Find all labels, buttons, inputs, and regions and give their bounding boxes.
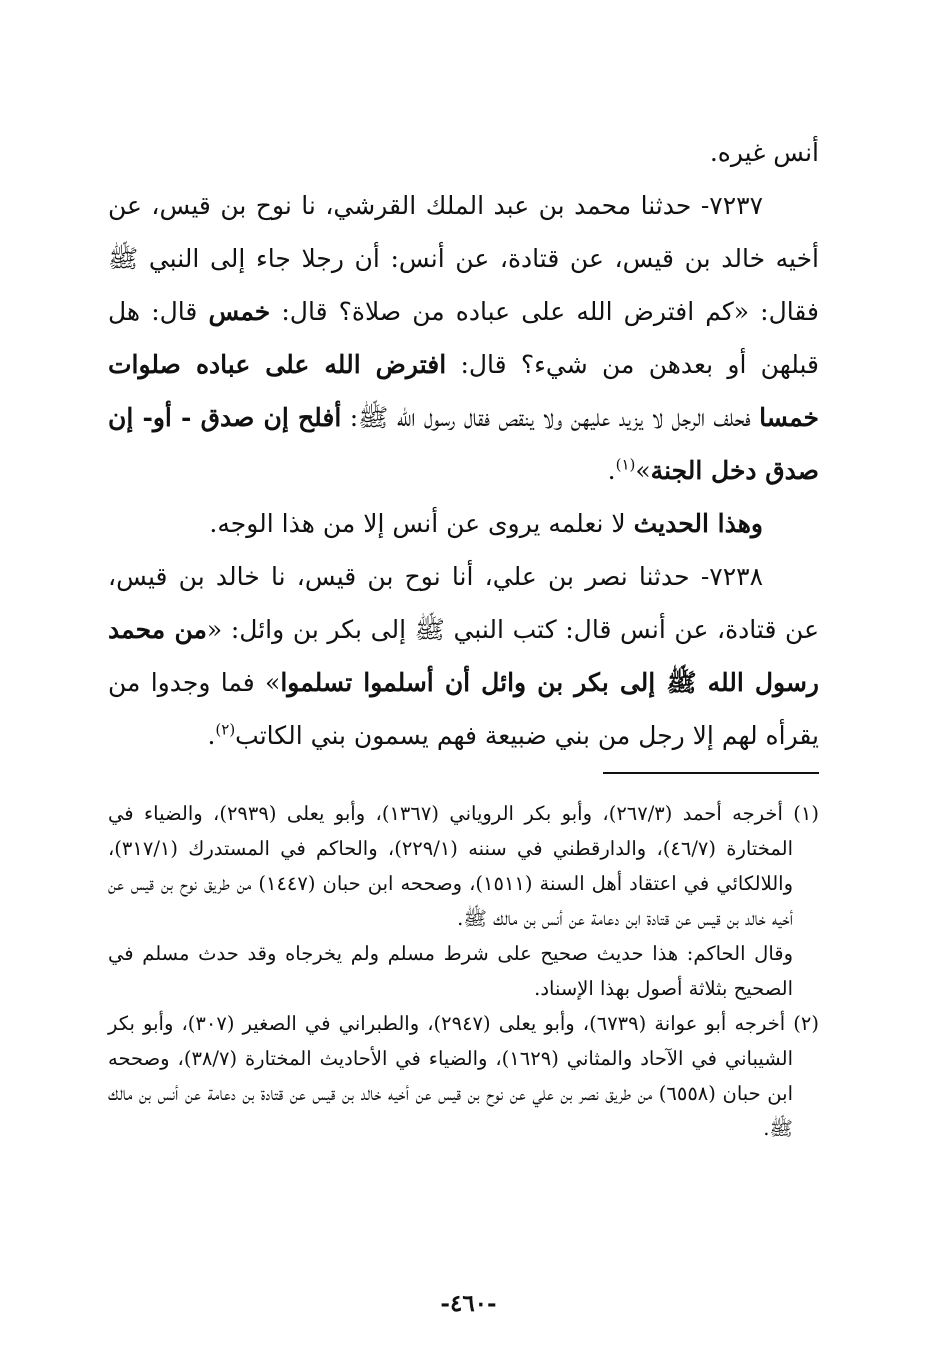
footnotes: [108, 796, 819, 1146]
hadith-7237: [108, 179, 819, 497]
commentary-bold-text: وهذا الحديث: [633, 509, 763, 538]
main-text: [108, 126, 819, 762]
hadith-bold-text: من محمد رسول الله ﷺ إلى بكر بن وائل أن أسلموا تسلموا: [108, 615, 819, 697]
hadith-7238: [108, 550, 819, 762]
hadith-text: .: [607, 456, 616, 485]
hadith-text: »: [635, 456, 651, 485]
commentary-paragraph: [108, 497, 819, 550]
paragraph-text: أنس غيره.: [709, 138, 819, 167]
hadith-bold-text: أفلح إن صدق - أو- إن صدق دخل الجنة: [108, 403, 819, 485]
hadith-bold-text: افترض الله على عباده صلوات خمسا: [108, 350, 819, 432]
footnote-reference[interactable]: (٢): [215, 720, 236, 739]
footnote-2: (٢) أخرجه أبو عوانة (٦٧٣٩)، وأبو يعلى (٢٩٤٧)، والطبراني في الصغير (٣٠٧)، وأبو بكر الشيباني في الآحاد والمثاني (١٦٢٩)، والضياء في الأحاديث المختارة (٣٨/٧)، وصححه ابن حبان (٦٥٥٨) من طريق نصر بن علي عن نوح بن قيس عن أخيه خالد بن قيس عن قتادة بن دعامة عن أنس بن مالك ﷺ.: [108, 1012, 819, 1140]
hadith-text: فحلف الرجل لا يزيد عليهن ولا ينقص فقال رسول الله ﷺ:: [341, 403, 760, 432]
hadith-text: .: [207, 721, 216, 750]
hadith-text: قال: هل قبلهن أو بعدهن من شيء؟ قال:: [108, 297, 820, 379]
footnote-1-continuation: وقال الحاكم: هذا حديث صحيح على شرط مسلم ولم يخرجاه وقد حدث مسلم في الصحيح بثلاثة أصول بهذا الإسناد.: [108, 942, 793, 1000]
paragraph-continuation: [108, 126, 819, 179]
hadith-text: ٧٢٣٧- حدثنا محمد بن عبد الملك القرشي، نا نوح بن قيس، عن أخيه خالد بن قيس، عن قتادة، عن أنس: أن رجلا جاء إلى النبي ﷺ فقال: «كم افترض الله على عباده من صلاة؟ قال:: [108, 191, 819, 326]
hadith-text: ٧٢٣٨- حدثنا نصر بن علي، أنا نوح بن قيس، نا خالد بن قيس، عن قتادة، عن أنس قال: كتب النبي ﷺ إلى بكر بن وائل: «: [108, 562, 820, 644]
page-number: -٤٦٠-: [440, 1290, 497, 1317]
footnote-1: (١) أخرجه أحمد (٢٦٧/٣)، وأبو بكر الروياني (١٣٦٧)، وأبو يعلى (٢٩٣٩)، والضياء في المختارة (٤٦/٧)، والدارقطني في سننه (٢٢٩/١)، والحاكم في المستدرك (٣١٧/١)، واللالكائي في اعتقاد أهل السنة (١٥١١)، وصححه ابن حبان (١٤٤٧) من طريق نوح بن قيس عن أخيه خالد بن قيس عن قتادة ابن دعامة عن أنس بن مالك ﷺ.: [108, 802, 819, 930]
footnote-divider: [603, 772, 819, 774]
hadith-bold-text: خمس: [208, 297, 271, 326]
footnote-reference[interactable]: (١): [615, 455, 636, 474]
commentary-text: لا نعلمه يروى عن أنس إلا من هذا الوجه.: [209, 509, 634, 538]
hadith-text: » فما وجدوا من يقرأه لهم إلا رجل من بني ضبيعة فهم يسمون بني الكاتب: [108, 668, 819, 750]
